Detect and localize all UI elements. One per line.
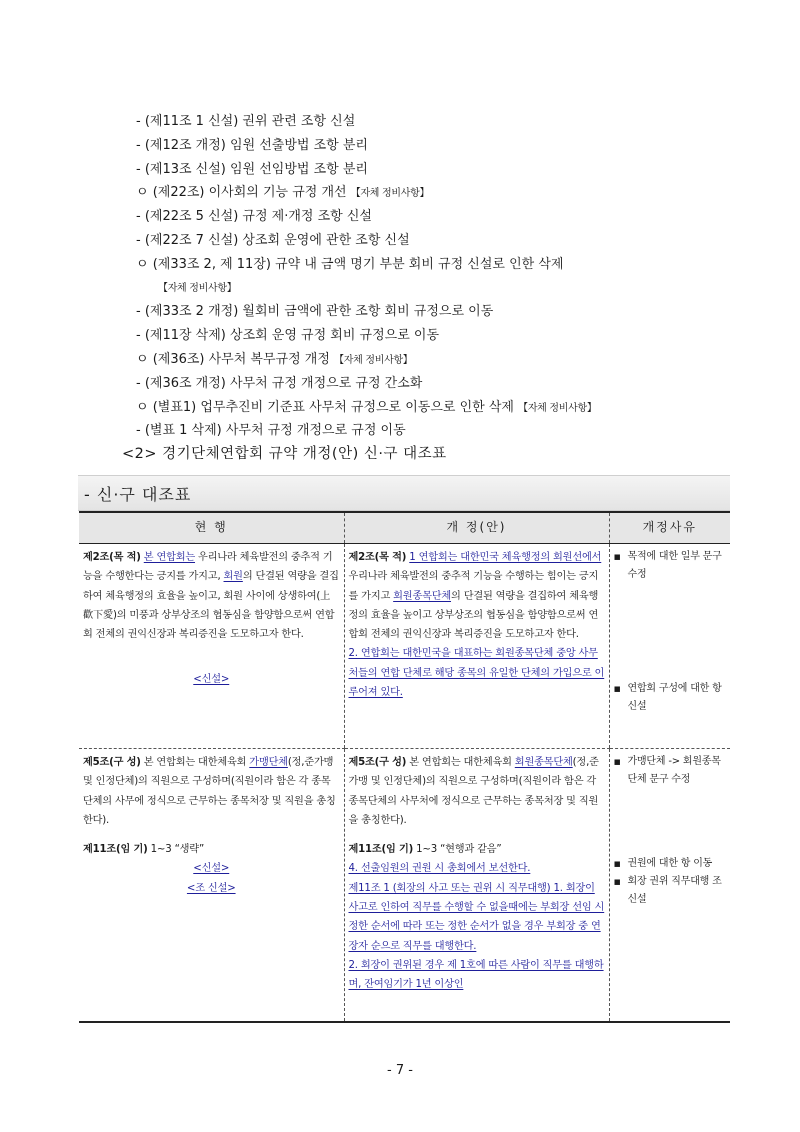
list-item: ㅇ (별표1) 업무추진비 기준표 사무처 규정으로 이동으로 인한 삭제 【자체 정비사항】 — [136, 399, 597, 415]
changed-text: 2. 연합회는 대한민국을 대표하는 회원종목단체 중앙 사무처들의 연합 단체로 해당 종목의 유일한 단체의 가입으로 이루어져 있다. — [348, 648, 605, 699]
changed-text: 회원종목단체 — [514, 757, 573, 768]
self-revision-tag: 【자체 정비사항】 — [350, 188, 430, 200]
list-item: - (제36조 개정) 사무처 규정 개정으로 규정 간소화 — [136, 375, 423, 391]
list-item: ㅇ (제22조) 이사회의 기능 규정 개선 【자체 정비사항】 — [136, 185, 430, 201]
comparison-table — [79, 511, 730, 1023]
changed-text: 회원 — [223, 571, 243, 583]
changed-text: 2. 회장이 권위된 경우 제 1호에 따른 사람이 직무를 대행하며, 잔여임기가 1년 이상인 — [348, 959, 604, 991]
self-revision-tag: 【자체 정비사항】 — [518, 402, 597, 414]
banner-title: - 신·구 대조표 — [84, 485, 192, 504]
table-row — [79, 749, 730, 1023]
list-item: ㅇ (제36조) 사무처 복무규정 개정 【자체 정비사항】 — [136, 351, 413, 367]
list-item: - (제22조 5 신설) 규정 제·개정 조항 신설 — [136, 209, 372, 225]
article-title: 제11조(임 기) — [83, 844, 148, 856]
list-item: - (제11조 1 신설) 권위 관련 조항 신설 — [136, 114, 356, 129]
reason-cell — [609, 544, 730, 749]
new-clause-marker: <신설> — [193, 863, 230, 875]
current-cell: 제5조(구 성) 본 연합회는 대한체육회 가맹단체(정,준가맹 및 인정단체)의 직원으로 구성하며(직원이라 함은 각 종목단체의 사무에 정식으로 근무하는 종목처장 및 직원을 총칭한다). 제11조(임 기) 1~3 “생략” <신설> <조 신설> — [79, 749, 344, 1023]
changed-text: 본 연합회는 — [143, 552, 196, 563]
changed-text: 4. 선출임원의 권원 시 총회에서 보선한다. — [348, 863, 531, 875]
reason-item: ▪ 권원에 대한 항 이동 — [614, 855, 727, 873]
reason-cell — [609, 749, 730, 1023]
list-item: - (제13조 신설) 임원 선임방법 조항 분리 — [136, 161, 368, 177]
article-title: 제5조(구 성) — [348, 757, 407, 768]
list-item: ㅇ (제33조 2, 제 11장) 규약 내 금액 명기 부분 회비 규정 신설로 인한 삭제 — [136, 256, 564, 272]
article-title: 제11조(임 기) — [348, 844, 414, 856]
reason-item: ▪ 회장 권위 직무대행 조 신설 — [614, 873, 727, 909]
comparison-banner — [78, 475, 730, 511]
section-heading: <2> 경기단체연합회 규약 개정(안) 신·구 대조표 — [122, 446, 447, 462]
page-number: - 7 - — [387, 1063, 413, 1078]
reason-item: ▪ 연합회 구성에 대한 항 신설 — [614, 680, 727, 716]
table-header-row — [79, 512, 730, 544]
changed-text: 1 연합회는 대한민국 체육행정의 회원선에서 — [409, 552, 602, 563]
changed-text: 제11조 1 (회장의 사고 또는 권위 시 직무대행) 1. 회장이 사고로 인하여 직무를 수행할 수 없을때에는 부회장 선임 시 정한 순서에 따라 또는 정한 순서가 없을 경우 부회장 중 연장자 순으로 직무를 대행한다. — [348, 882, 605, 952]
revised-cell: 제5조(구 성) 본 연합회는 대한체육회 회원종목단체(정,준가맹 및 인정단체)의 직원으로 구성하며(직원이라 함은 각 종목단체의 사무처에 정식으로 근무하는 종목처장 및 직원을 총칭한다). 제11조(임 기) 1~3 “현행과 같음” 4. 선출임원의 권원 시 총회에서 보선한다. 제11조 1 (회장의 사고 또는 권위 시 직무대행) 1. 회장이 사고로 인하여 직무를 수행할 수 없을때에는 부회장 선임 시 정한 순서에 따라 또는 정한 순서가 없을 경우 부회장 중 연장자 순으로 직무를 대행한다. 2. 회장이 권위된 경우 제 1호에 따른 사람이 직무를 대행하며, 잔여임기가 1년 이상인 — [344, 749, 609, 1023]
revised-cell: 제2조(목 적) 1 연합회는 대한민국 체육행정의 회원선에서 우리나라 체육발전의 중추적 기능을 수행하는 힘이는 긍지를 가지고 회원종목단체의 단결된 역량을 결집하여 체육행정의 효율을 높이고 상부상조의 협동심을 함양함으로써 연합회 전체의 권익신장과 복리증진을 도모하고자 한다. 2. 연합회는 대한민국을 대표하는 회원종목단체 중앙 사무처들의 연합 단체로 해당 종목의 유일한 단체의 가입으로 이루어져 있다. — [344, 544, 609, 749]
article-title: 제2조(목 적) — [83, 552, 141, 563]
list-item: - (별표 1 삭제) 사무처 규정 개정으로 규정 이동 — [136, 423, 406, 439]
self-revision-tag: 【자체 정비사항】 — [334, 354, 413, 366]
self-revision-tag: 【자체 정비사항】 — [158, 282, 237, 294]
reason-item: ▪ 가맹단체 -> 회원종목단체 문구 수정 — [614, 753, 727, 789]
changed-text: 회원종목단체 — [393, 590, 452, 602]
amendment-summary-list — [0, 110, 800, 443]
article-title: 제2조(목 적) — [348, 552, 407, 563]
new-clause-marker: <조 신설> — [186, 882, 236, 894]
header-current: 현 행 — [79, 512, 344, 544]
changed-text: 가맹단체 — [249, 757, 288, 768]
list-item: - (제33조 2 개정) 월회비 금액에 관한 조항 회비 규정으로 이동 — [136, 304, 494, 320]
list-item: - (제12조 개정) 임원 선출방법 조항 분리 — [136, 137, 368, 153]
header-reason: 개정사유 — [609, 512, 730, 544]
article-title: 제5조(구 성) — [83, 757, 141, 768]
header-revised: 개 정(안) — [344, 512, 609, 544]
list-item: - (제11장 삭제) 상조회 운영 규정 회비 규정으로 이동 — [136, 328, 440, 344]
current-cell: 제2조(목 적) 본 연합회는 우리나라 체육발전의 중추적 기능을 수행한다는 긍지를 가지고, 회원의 단결된 역량을 결집하여 체육행정의 효율을 높이고, 회원 사이에 상생하여(上歡下愛)의 미풍과 상부상조의 협동심을 함양함으로써 연합회 전체의 권익신장과 복리증진을 도모하고자 한다. <신설> — [79, 544, 344, 749]
reason-item: ▪ 목적에 대한 일부 문구 수정 — [614, 548, 727, 584]
table-row — [79, 544, 730, 749]
list-item: - (제22조 7 신설) 상조회 운영에 관한 조항 신설 — [136, 232, 410, 248]
list-item-continuation — [0, 277, 800, 301]
new-clause-marker: <신설> — [193, 674, 230, 686]
